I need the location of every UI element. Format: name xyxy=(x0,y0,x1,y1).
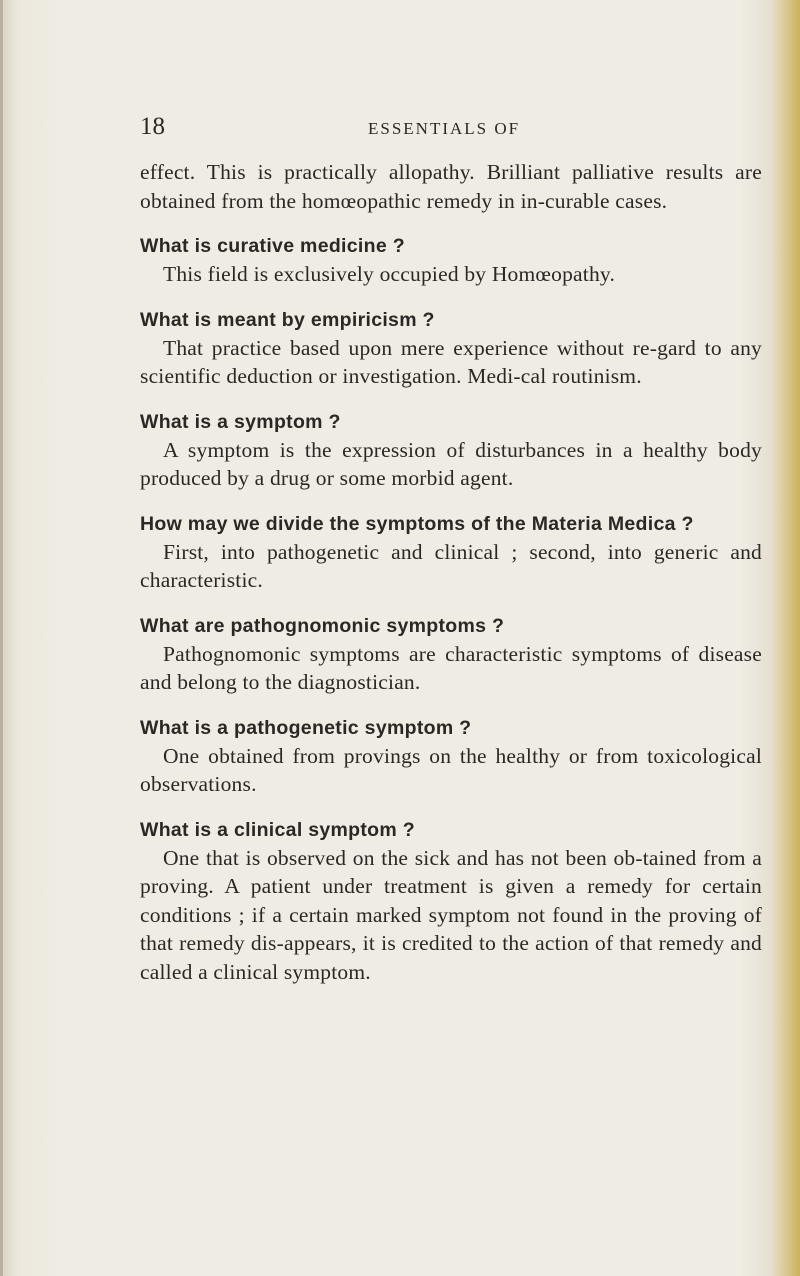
answer: First, into pathogenetic and clinical ; second, into generic and characteristic. xyxy=(140,539,762,592)
question: What is a symptom ? xyxy=(140,410,341,433)
page-body xyxy=(140,158,762,986)
question: What are pathognomonic symptoms ? xyxy=(140,614,505,637)
question: How may we divide the symptoms of the Materia Medica ? xyxy=(140,512,694,535)
page-number: 18 xyxy=(140,113,165,140)
qa-item xyxy=(140,612,762,697)
question: What is meant by empiricism ? xyxy=(140,308,435,331)
qa-item xyxy=(140,510,762,595)
answer: Pathognomonic symptoms are characteristic symptoms of disease and belong to the diagnostician. xyxy=(140,641,762,694)
running-head: ESSENTIALS OF xyxy=(368,119,521,138)
answer: That practice based upon mere experience without re-gard to any scientific deduction or investigation. Medi-cal routinism. xyxy=(140,335,762,388)
question: What is a clinical symptom ? xyxy=(140,818,415,841)
qa-item xyxy=(140,408,762,493)
question: What is a pathogenetic symptom ? xyxy=(140,716,472,739)
page-edge xyxy=(0,0,3,1276)
page-header xyxy=(140,113,760,143)
intro-paragraph: effect. This is practically allopathy. Brilliant palliative results are obtained from the homœopathic remedy in in-curable cases. xyxy=(140,160,762,213)
qa-item xyxy=(140,232,762,289)
qa-item xyxy=(140,816,762,987)
qa-item xyxy=(140,306,762,391)
answer: One obtained from provings on the healthy or from toxicological observations. xyxy=(140,743,762,796)
answer: This field is exclusively occupied by Homœopathy. xyxy=(163,262,616,286)
answer: One that is observed on the sick and has not been ob-tained from a proving. A patient under treatment is given a remedy for certain conditions ; if a certain marked symptom not found in the proving of that remedy dis-appears, it is credited to the action of that remedy and called a clinical symptom. xyxy=(140,845,762,984)
question: What is curative medicine ? xyxy=(140,235,405,257)
qa-item xyxy=(140,714,762,799)
answer: A symptom is the expression of disturbances in a healthy body produced by a drug or some morbid agent. xyxy=(140,437,762,490)
